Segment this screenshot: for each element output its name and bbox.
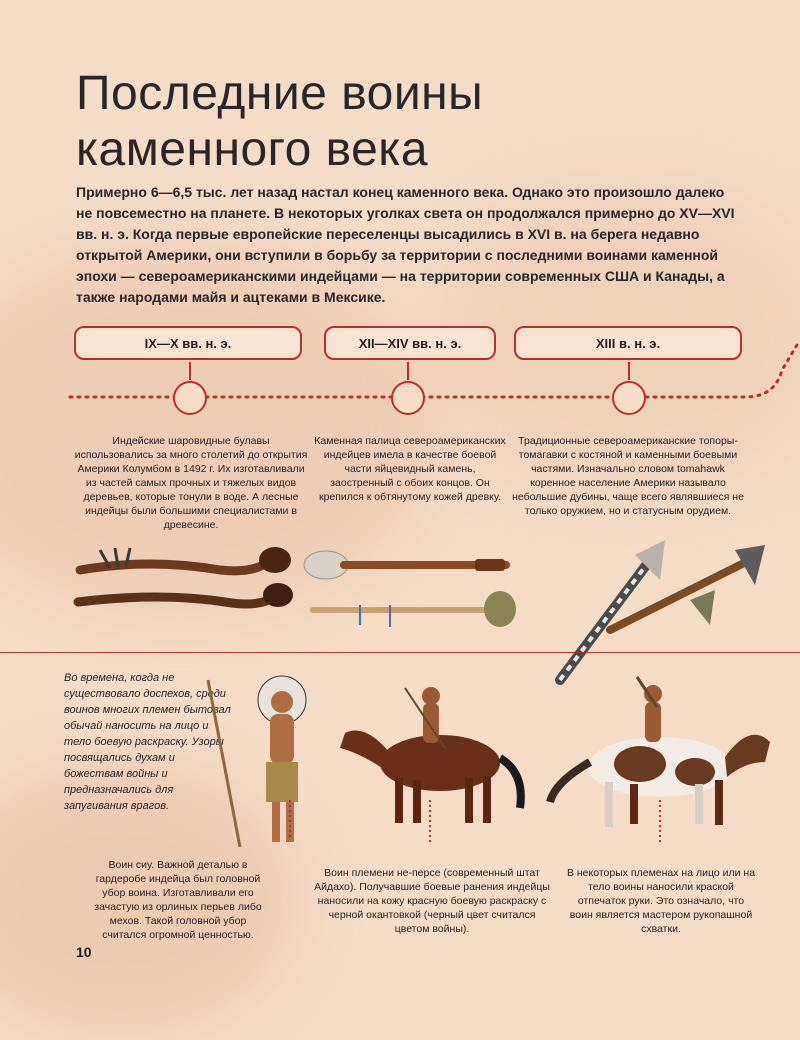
title-line-1: Последние воины <box>76 67 484 120</box>
timeline-description-3: Традиционные североамериканские топоры-томагавки с костяной и каменными боевыми частями. Изначально словом tomahawk коренное население Америки называло небольшие дубины, чаще всего являвшиеся не только оружием, но и статусным орудием. <box>512 435 744 517</box>
intro-paragraph: Примерно 6—6,5 тыс. лет назад настал конец каменного века. Однако это произошло далеко не повсеместно на планете. В некоторых уголках света он продолжался примерно до XV—XVI вв. н. э. Когда первые европейские переселенцы высадились в XVI в. на берега недавно открытой Америки, они вступили в борьбу за территории с последними воинами каменной эпохи — североамериканскими индейцами — на территории современных США и Канады, а также народами майя и ацтеками в Мексике. <box>76 184 735 305</box>
era-label: IX—X вв. н. э. <box>144 335 232 351</box>
era-box-3 <box>514 326 742 360</box>
caption-pointers <box>0 780 800 860</box>
timeline-description-2: Каменная палица североамериканских индейцев имела в качестве боевой части яйцевидный камень, заостренный с обоих концов. Он крепился к обтянутому кожей древку. <box>314 435 506 503</box>
page-number: 10 <box>76 944 92 960</box>
timeline-marker-3 <box>612 381 646 415</box>
timeline-description-1: Индейские шаровидные булавы использовались за много столетий до открытия Америки Колумбом в 1492 г. Их изготавливали из частей самых прочных и тяжелых видов деревьев, которые тонули в воде. А лесные индейцы были большими специалистами в древесине. <box>74 435 308 531</box>
timeline-marker-1 <box>173 381 207 415</box>
era-box-2 <box>324 326 496 360</box>
caption-sioux: Воин сиу. Важной деталью в гардеробе индейца был головной убор воина. Изготавливали его зачастую из орлиных перьев либо мехов. Такой головной убор считался огромной ценностью. <box>94 859 262 941</box>
caption-nez-perce: Воин племени не-персе (современный штат Айдахо). Получавшие боевые ранения индейцы наносили на кожу красную боевую раскраску с черной окантовкой (черный цвет считался цветом войны). <box>314 867 550 935</box>
caption-handprint: В некоторых племенах на лицо или на тело воины наносили краской отпечаток руки. Это означало, что воин является мастером рукопашной схватки. <box>566 867 756 935</box>
section-divider <box>0 652 800 653</box>
title-line-2: каменного века <box>76 123 429 176</box>
page-title <box>76 66 483 178</box>
ball-club-illustration <box>70 540 290 620</box>
stone-club-illustration <box>300 545 530 635</box>
war-paint-note: Во времена, когда не существовало доспехов, среди воинов многих племен бытовал обычай наносить на лицо и тело боевую раскраску. Узоры посвящались духам и божествам войны и предназначались для запугивания врагов. <box>64 672 231 812</box>
era-box-1 <box>74 326 302 360</box>
era-label: XIII в. н. э. <box>595 335 661 351</box>
era-label: XII—XIV вв. н. э. <box>358 335 462 351</box>
timeline-marker-2 <box>391 381 425 415</box>
